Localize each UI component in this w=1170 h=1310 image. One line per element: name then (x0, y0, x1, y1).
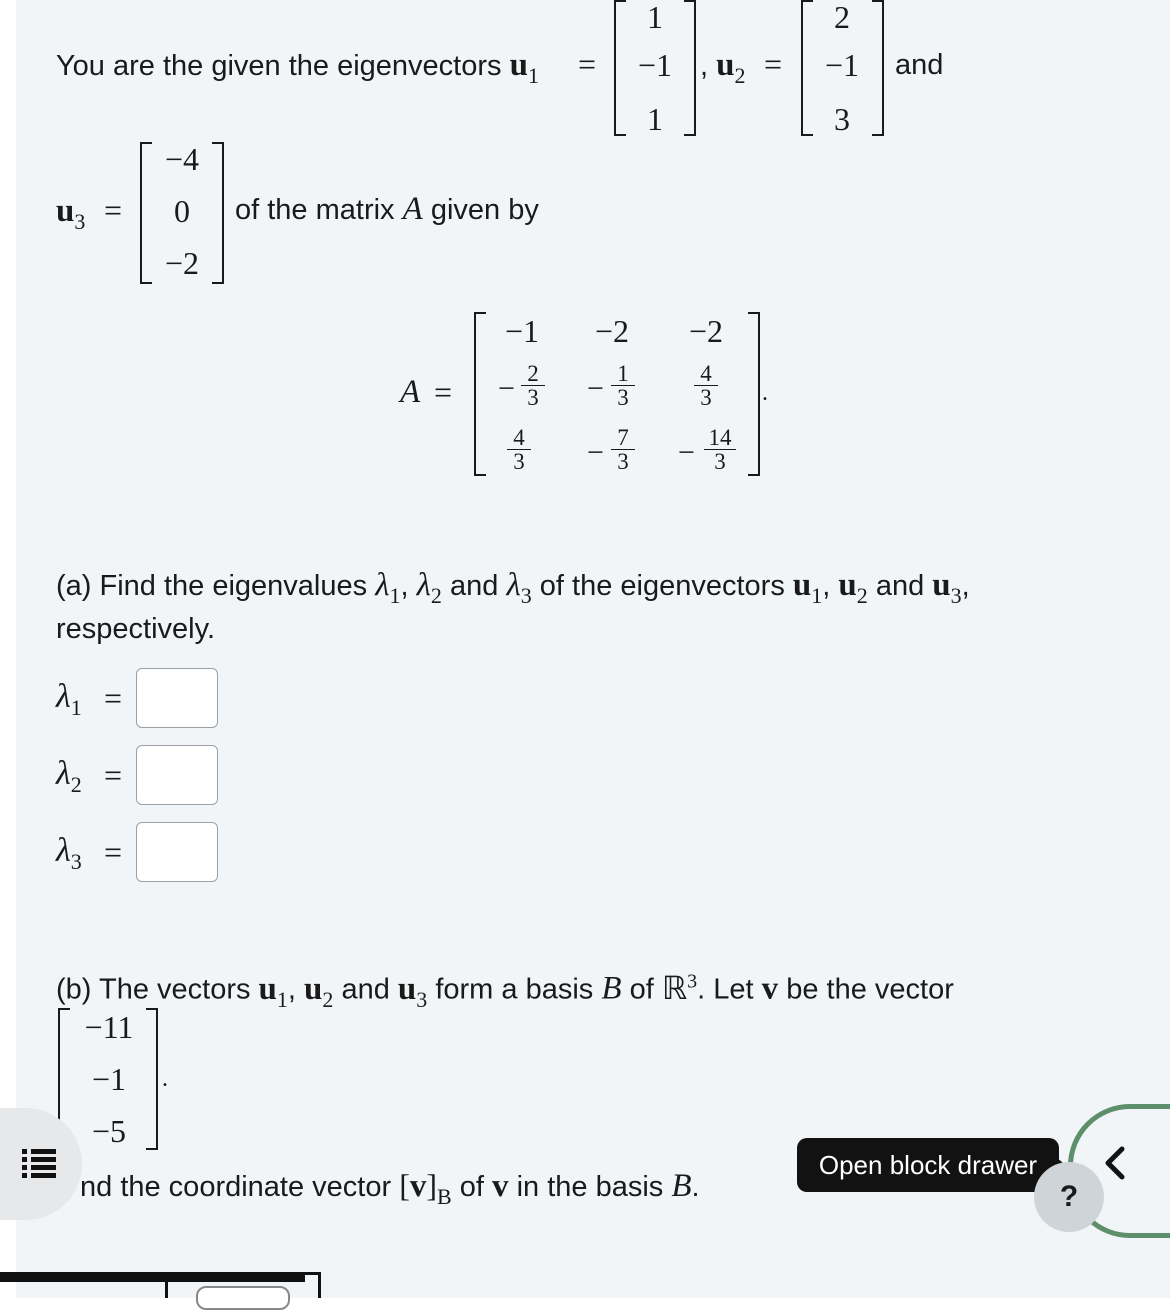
part-a-question: (a) Find the eigenvalues $\lambda_1$, $\lambda_2$ and $\lambda_3$ of the eigenvectors $u_1$, $u_2$ and $u_3$, (56, 567, 970, 608)
part-b-question: (b) The vectors $u_1$, $u_2$ and $u_3$ form a basis B of ℝ$^3$. Let v be the vector (56, 969, 954, 1012)
u1-right-bracket (684, 0, 696, 136)
u1-entry-2: −1 (637, 47, 673, 83)
bottom-toolbar-divider (165, 1280, 168, 1298)
v-entry-3: −5 (91, 1113, 127, 1149)
a33-fraction: $\frac{14}{3}$ (704, 426, 736, 473)
u3-entry-3: −2 (164, 245, 200, 281)
u2-label: , $u_2$ (700, 47, 746, 88)
u1-entry-1: 1 (647, 0, 663, 35)
v-entry-2: −1 (91, 1061, 127, 1097)
u2-entry-3: 3 (834, 101, 850, 137)
lambda2-eq: = (104, 757, 123, 793)
a33-sign: − (678, 436, 695, 469)
a11: −1 (504, 313, 540, 349)
lambda1-label: $\lambda_1$ (56, 678, 82, 720)
eq-sign-u2: = (764, 46, 783, 82)
a32-fraction: $\frac{7}{3}$ (611, 426, 635, 473)
part-b-find: nd the coordinate vector $[v]_B$ of v in the basis B. (80, 1167, 700, 1209)
matrix-a-right-bracket (748, 312, 760, 476)
lambda3-eq: = (104, 834, 123, 870)
v-right-bracket (146, 1008, 158, 1150)
a21-sign: − (498, 372, 515, 405)
a12: −2 (594, 313, 630, 349)
u2-entry-1: 2 (834, 0, 850, 35)
lambda1-eq: = (104, 680, 123, 716)
lambda2-input[interactable] (136, 745, 218, 805)
lambda1-input[interactable] (136, 668, 218, 728)
v-entry-1: −11 (84, 1009, 134, 1045)
intro-text (56, 47, 539, 88)
u3-entry-1: −4 (164, 141, 200, 177)
u1-symbol: $u_1$ (509, 47, 539, 88)
a13: −2 (688, 313, 724, 349)
matrix-intro-text: of the matrix A given by (235, 191, 539, 227)
u3-entry-2: 0 (174, 193, 190, 229)
matrix-a-eq: = (434, 374, 453, 410)
matrix-a-period: . (762, 380, 768, 406)
u2-symbol: $u_2$ (716, 47, 746, 88)
u1-entry-3: 1 (647, 101, 663, 137)
a23-fraction: $\frac{4}{3}$ (694, 362, 718, 409)
v-period: . (162, 1066, 168, 1092)
u3-left-bracket (140, 142, 152, 284)
bottom-answer-field[interactable] (196, 1286, 290, 1310)
eq-sign-u3: = (104, 192, 123, 228)
matrix-a-left-bracket (474, 312, 486, 476)
bottom-toolbar-border (0, 1272, 320, 1275)
a22-sign: − (587, 372, 604, 405)
a31-fraction: $\frac{4}{3}$ (507, 426, 531, 473)
list-icon[interactable] (22, 1146, 56, 1180)
and-text: and (895, 49, 944, 81)
a32-sign: − (587, 436, 604, 469)
chevron-left-icon[interactable] (1102, 1146, 1128, 1180)
u1-left-bracket (614, 0, 626, 136)
lambda3-label: $\lambda_3$ (56, 832, 82, 874)
lambda2-label: $\lambda_2$ (56, 755, 82, 797)
eq-sign-u1: = (578, 46, 597, 82)
u2-right-bracket (872, 0, 884, 136)
matrix-a-symbol: A (400, 374, 421, 410)
a22-fraction: $\frac{1}{3}$ (611, 362, 635, 409)
help-button[interactable]: ? (1034, 1162, 1104, 1232)
u3-right-bracket (212, 142, 224, 284)
intro-text-before: You are the given the eigenvectors (56, 50, 502, 82)
block-drawer-tooltip: Open block drawer (797, 1138, 1059, 1192)
lambda3-input[interactable] (136, 822, 218, 882)
u2-left-bracket (801, 0, 813, 136)
a21-fraction: $\frac{2}{3}$ (521, 362, 545, 409)
bottom-toolbar-edge (318, 1272, 321, 1298)
part-a-respectively: respectively. (56, 613, 216, 645)
u2-entry-2: −1 (824, 47, 860, 83)
u3-symbol: $u_3$ (56, 193, 86, 234)
